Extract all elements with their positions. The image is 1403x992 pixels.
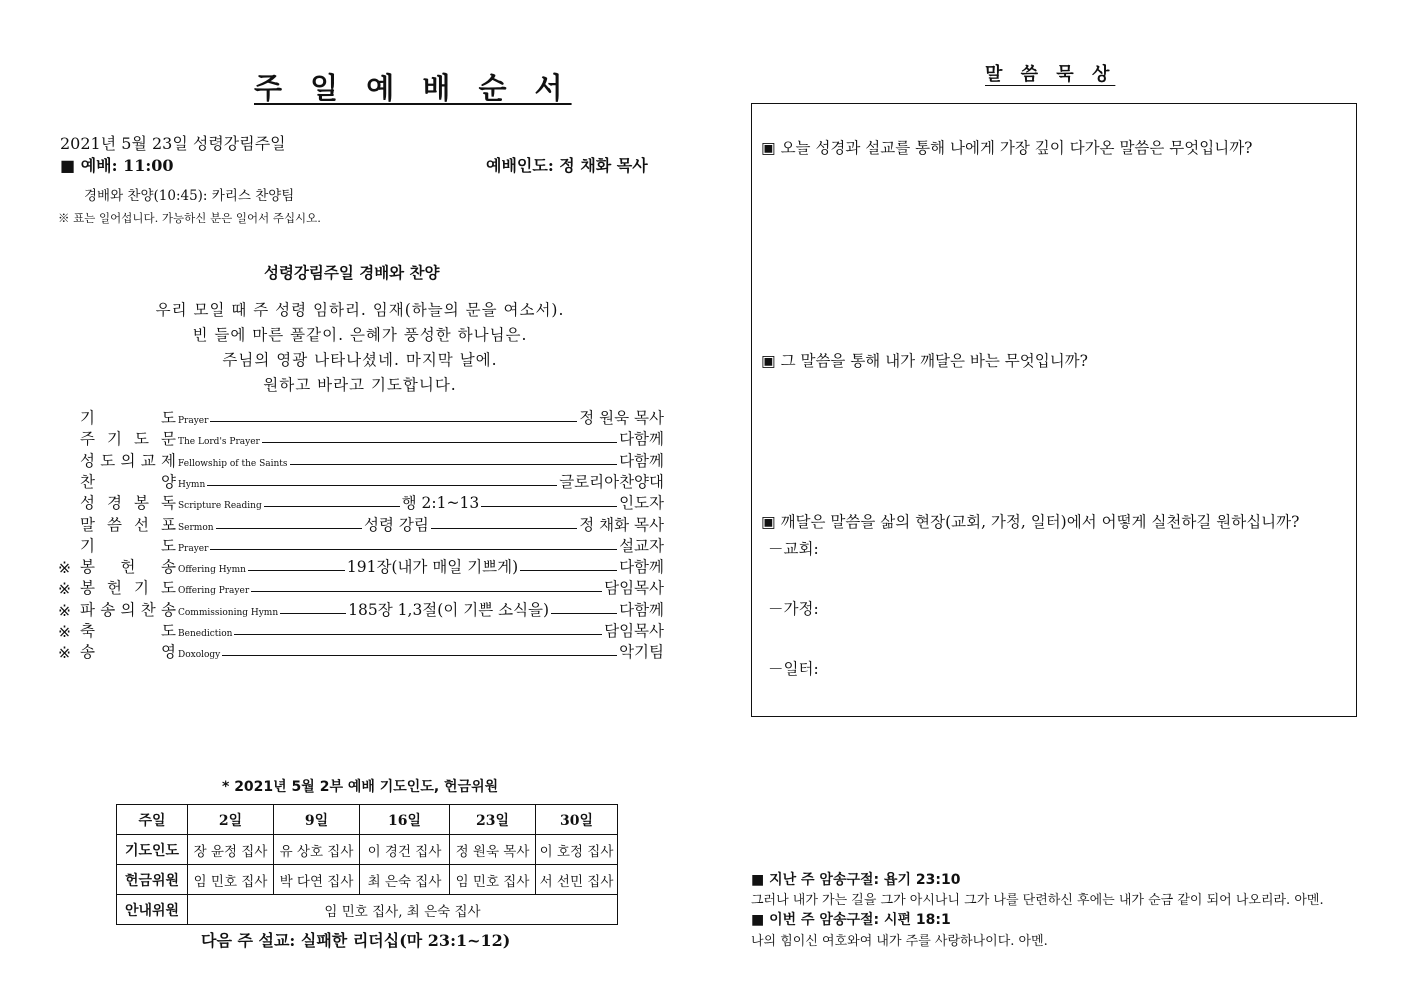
- order-item-person: 정 원욱 목사: [579, 409, 664, 427]
- table-cell: 임 민호 집사: [188, 865, 274, 895]
- order-item-detail: 191장(내가 매일 기쁘게): [346, 558, 519, 577]
- stand-mark: ※: [58, 601, 71, 620]
- order-item-name: [80, 449, 176, 471]
- order-item-name-char: 성: [80, 494, 95, 513]
- order-item-name-char: 선: [134, 515, 149, 534]
- order-item-person: 설교자: [619, 536, 664, 555]
- praise-song-line: 원하고 바라고 기도합니다.: [263, 376, 457, 394]
- table-header-cell: 2일: [188, 805, 274, 835]
- order-item-name: [80, 470, 176, 492]
- order-item-english: Sermon: [178, 522, 214, 533]
- order-item-name-char: 축: [80, 622, 95, 640]
- praise-title: 성령강림주일 경배와 찬양: [264, 263, 440, 282]
- order-item-name-char: 성: [80, 451, 95, 470]
- order-item-person: 글로리아찬양대: [559, 472, 664, 491]
- order-item: [58, 599, 664, 620]
- order-item-person: 다함께: [619, 600, 665, 619]
- order-item: [58, 407, 664, 428]
- order-item-name-char: 기: [134, 579, 149, 598]
- leader-line: [431, 528, 577, 529]
- order-item-person: 정 채화 목사: [579, 515, 665, 534]
- stand-note: ※ 표는 일어섭니다. 가능하신 분은 일어서 주십시오.: [58, 211, 321, 225]
- order-item-person: 다함께: [619, 451, 664, 470]
- meditation-question: ▣ 깨달은 말씀을 삶의 현장(교회, 가정, 일터)에서 어떻게 실천하길 원하십니까?: [761, 513, 1300, 531]
- leader-line: [216, 528, 362, 529]
- next-sermon: 다음 주 설교: 실패한 리더십(마 23:1~12): [201, 931, 511, 950]
- order-item: [58, 514, 664, 535]
- order-item-english: Offering Prayer: [178, 586, 250, 597]
- order-item-name-char: 양: [161, 472, 176, 491]
- leader-line: [251, 591, 602, 592]
- service-time: ■ 예배: 11:00: [60, 156, 174, 175]
- table-header-cell: 23일: [450, 805, 536, 835]
- order-item-name: [80, 427, 176, 449]
- leader-line: [222, 655, 617, 656]
- leader-line: [264, 506, 400, 507]
- leader-line: [481, 506, 617, 507]
- order-item-name-char: 봉: [80, 579, 95, 598]
- table-header-cell: 30일: [536, 805, 618, 835]
- order-item-name-char: 봉: [80, 558, 95, 577]
- order-item-name-char: 교: [140, 451, 156, 470]
- service-leader: 예배인도: 정 채화 목사: [486, 156, 648, 175]
- order-item-name-char: 도: [100, 451, 116, 470]
- order-item: [58, 577, 664, 598]
- order-item: [58, 471, 664, 492]
- order-item-name: [80, 598, 176, 620]
- order-item-name-char: 의: [120, 600, 136, 619]
- order-item-name-char: 씀: [107, 515, 122, 534]
- order-item-person: 다함께: [619, 430, 664, 449]
- date-line: 2021년 5월 23일 성령강림주일: [60, 134, 286, 153]
- order-item-name: [80, 491, 176, 513]
- leader-line: [262, 442, 617, 443]
- order-item-name: [80, 513, 176, 535]
- order-item: [58, 641, 664, 662]
- order-item-name-char: 의: [120, 451, 136, 470]
- table-row: [117, 805, 618, 835]
- order-item-detail: 185장 1,3절(이 기쁜 소식을): [348, 600, 550, 619]
- order-item-name-char: 독: [161, 494, 176, 513]
- order-item-name-char: 봉: [134, 494, 149, 513]
- stand-mark: ※: [58, 644, 71, 663]
- table-cell: 이 경건 집사: [360, 835, 450, 865]
- order-item-person: 다함께: [619, 558, 664, 577]
- leader-line: [520, 570, 617, 571]
- stand-mark: ※: [58, 580, 71, 599]
- order-item-english: Prayer: [178, 416, 209, 426]
- order-item-english: Scripture Reading: [178, 501, 262, 512]
- this-week-verse-text: 나의 힘이신 여호와여 내가 주를 사랑하나이다. 아멘.: [751, 934, 1048, 949]
- praise-song-line: 빈 들에 마른 풀같이. 은혜가 풍성한 하나님은.: [192, 326, 528, 344]
- order-item-name-char: 말: [80, 515, 95, 534]
- order-item-name-char: 주: [80, 430, 95, 449]
- table-header-cell: 9일: [274, 805, 360, 835]
- order-item-name-char: 송: [161, 558, 176, 577]
- order-item-english: Hymn: [178, 479, 206, 490]
- order-item-name-char: 도: [161, 536, 176, 555]
- stand-mark: ※: [58, 623, 71, 641]
- order-item-english: Prayer: [178, 543, 209, 554]
- last-week-verse-text: 그러나 내가 가는 길을 그가 아시나니 그가 나를 단련하신 후에는 내가 순금 같이 되어 나오리라. 아멘.: [751, 893, 1324, 908]
- table-cell: 서 선민 집사: [536, 865, 618, 895]
- order-item-name-char: 도: [161, 622, 176, 640]
- order-item-name: [80, 555, 176, 577]
- order-item-name-char: 경: [107, 494, 122, 513]
- meditation-title: 말 씀 묵 상: [985, 64, 1116, 85]
- last-week-verse-label: ■ 지난 주 암송구절: 욥기 23:10: [751, 872, 961, 888]
- order-item-name-char: 도: [161, 409, 176, 427]
- duty-table: [116, 804, 618, 925]
- order-item-name: [80, 619, 176, 641]
- row-label: 헌금위원: [117, 865, 188, 895]
- order-item: [58, 450, 664, 471]
- order-item: [58, 428, 664, 449]
- meditation-answer-label: －교회:: [768, 540, 819, 558]
- order-item: [58, 492, 664, 513]
- praise-song-line: 우리 모일 때 주 성령 임하리. 임재(하늘의 문을 여소서).: [155, 301, 565, 319]
- table-row: [117, 895, 618, 925]
- table-cell: 임 민호 집사, 최 은숙 집사: [188, 895, 618, 925]
- order-item-name: [80, 576, 176, 598]
- order-item-detail: 성령 강림: [364, 515, 429, 534]
- order-item: [58, 535, 664, 556]
- table-cell: 유 상호 집사: [274, 835, 360, 865]
- order-item-name: [80, 406, 176, 428]
- order-item-name-char: 기: [80, 409, 95, 427]
- meditation-question: ▣ 오늘 성경과 설교를 통해 나에게 가장 깊이 다가온 말씀은 무엇입니까?: [761, 139, 1253, 157]
- meditation-box: [751, 103, 1357, 717]
- order-item-english: Doxology: [178, 650, 221, 661]
- table-cell: 최 은숙 집사: [360, 865, 450, 895]
- leader-line: [210, 549, 617, 550]
- order-item-name: [80, 534, 176, 556]
- table-header-cell: 주일: [117, 805, 188, 835]
- order-item-name-char: 기: [80, 536, 95, 555]
- order-item-name-char: 찬: [80, 472, 95, 491]
- leader-line: [280, 613, 346, 614]
- order-item-name-char: 헌: [120, 558, 136, 577]
- order-item-name: [80, 640, 176, 662]
- table-cell: 장 윤정 집사: [188, 835, 274, 865]
- pre-service-note: 경배와 찬양(10:45): 카리스 찬양팀: [84, 188, 295, 204]
- table-row: [117, 835, 618, 865]
- order-item-name-char: 기: [107, 430, 122, 449]
- leader-line: [290, 464, 618, 465]
- order-item-name-char: 송: [161, 600, 176, 619]
- order-item-name-char: 찬: [140, 600, 156, 619]
- order-item-english: Offering Hymn: [178, 565, 246, 576]
- order-item-name-char: 송: [80, 643, 95, 662]
- meditation-answer-label: －일터:: [768, 660, 819, 678]
- table-cell: 이 호정 집사: [536, 835, 618, 865]
- order-item: [58, 620, 664, 641]
- row-label: 기도인도: [117, 835, 188, 865]
- table-cell: 박 다연 집사: [274, 865, 360, 895]
- page-title: 주 일 예 배 순 서: [254, 71, 572, 105]
- order-item-detail: 행 2:1~13: [401, 494, 480, 513]
- order-item-english: Commissioning Hymn: [178, 607, 279, 618]
- order-item: [58, 556, 664, 577]
- order-item-name-char: 문: [161, 430, 176, 449]
- meditation-answer-label: －가정:: [768, 600, 819, 618]
- meditation-question: ▣ 그 말씀을 통해 내가 깨달은 바는 무엇입니까?: [761, 352, 1088, 370]
- order-item-english: Benediction: [178, 629, 233, 639]
- order-item-name-char: 영: [161, 643, 176, 662]
- order-item-name-char: 포: [161, 515, 176, 534]
- table-cell: 정 원욱 목사: [450, 835, 536, 865]
- duty-table-title: * 2021년 5월 2부 예배 기도인도, 헌금위원: [222, 779, 499, 795]
- order-item-name-char: 도: [161, 579, 176, 598]
- order-item-name-char: 송: [100, 600, 116, 619]
- order-item-name-char: 헌: [107, 579, 122, 598]
- order-item-name-char: 제: [161, 451, 176, 470]
- praise-song-line: 주님의 영광 나타나셨네. 마지막 날에.: [222, 351, 498, 369]
- table-header-cell: 16일: [360, 805, 450, 835]
- order-item-person: 인도자: [619, 494, 665, 513]
- leader-line: [248, 570, 345, 571]
- order-item-english: Fellowship of the Saints: [178, 458, 288, 469]
- leader-line: [210, 421, 577, 422]
- order-item-name-char: 도: [134, 430, 149, 449]
- order-item-person: 악기팀: [619, 643, 664, 662]
- this-week-verse-label: ■ 이번 주 암송구절: 시편 18:1: [751, 912, 951, 928]
- row-label: 안내위원: [117, 895, 188, 925]
- table-cell: 임 민호 집사: [450, 865, 536, 895]
- order-item-person: 담임목사: [604, 622, 664, 640]
- leader-line: [551, 613, 617, 614]
- stand-mark: ※: [58, 559, 71, 578]
- leader-line: [207, 485, 557, 486]
- leader-line: [234, 634, 602, 635]
- table-row: [117, 865, 618, 895]
- order-item-english: The Lord's Prayer: [178, 437, 260, 448]
- order-item-person: 담임목사: [604, 579, 664, 598]
- order-item-name-char: 파: [80, 600, 95, 619]
